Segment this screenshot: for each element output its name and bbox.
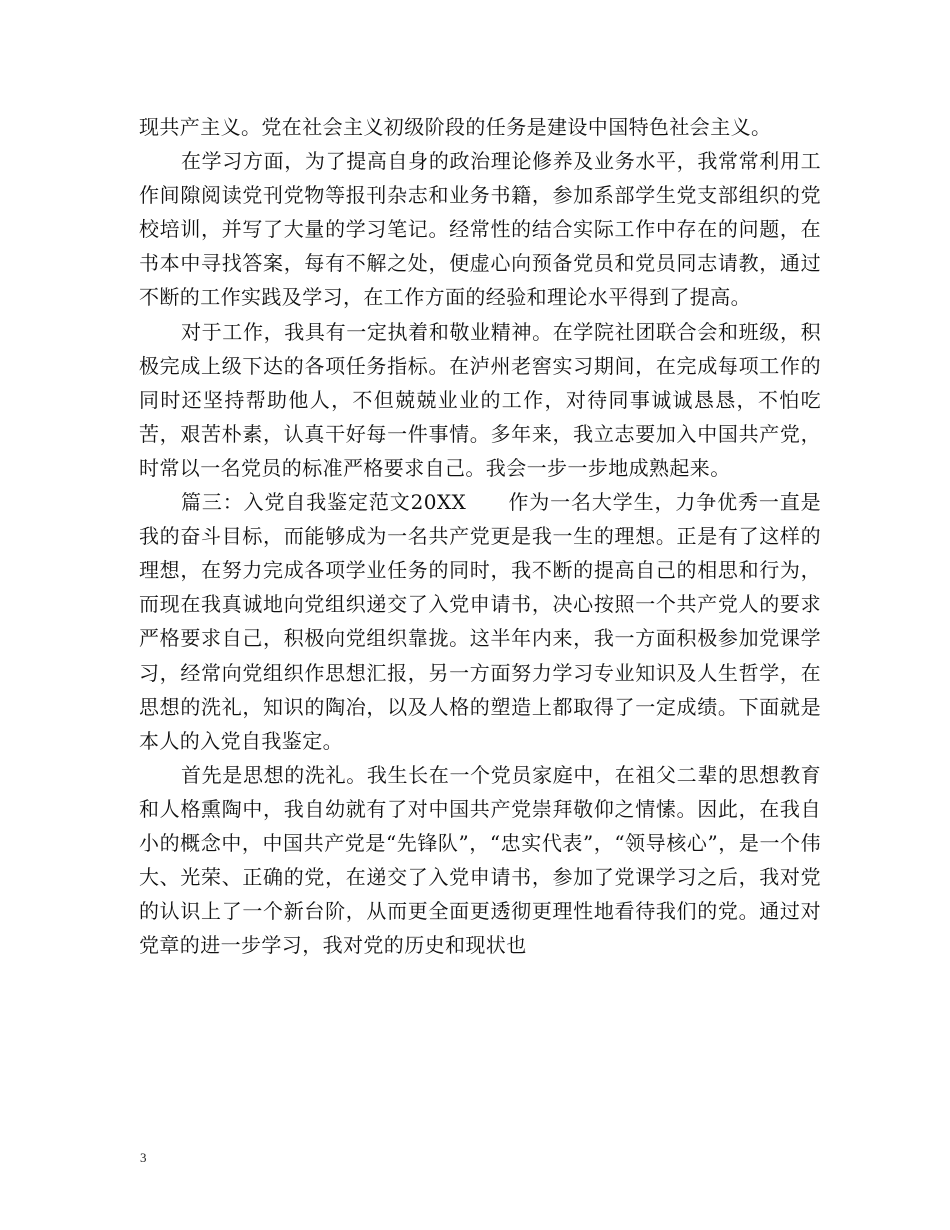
paragraph-5: 首先是思想的洗礼。我生长在一个党员家庭中，在祖父二辈的思想教育和人格熏陶中，我自幼就有了对中国共产党崇拜敬仰之情愫。因此，在我自小的概念中，中国共产党是“先锋队”，“忠实代表”，“领导核心”，是一个伟大、光荣、正确的党，在递交了入党申请书，参加了党课学习之后，我对党的认识上了一个新台阶，从而更全面更透彻更理性地看待我们的党。通过对党章的进一步学习，我对党的历史和现状也 <box>139 762 821 958</box>
paragraph-3: 对于工作，我具有一定执着和敬业精神。在学院社团联合会和班级，积极完成上级下达的各项任务指标。在泸州老窖实习期间，在完成每项工作的同时还坚持帮助他人，不但兢兢业业的工作，对待同事诚诚恳恳，不怕吃苦，艰苦朴素，认真干好每一件事情。多年来，我立志要加入中国共产党，时常以一名党员的标准严格要求自己。我会一步一步地成熟起来。 <box>139 319 821 480</box>
document-body <box>139 110 821 962</box>
paragraph-4: 篇三：入党自我鉴定范文20XX 作为一名大学生，力争优秀一直是我的奋斗目标，而能够成为一名共产党更是我一生的理想。正是有了这样的理想，在努力完成各项学业任务的同时，我不断的提高自己的相思和行为，而现在我真诚地向党组织递交了入党申请书，决心按照一个共产党人的要求严格要求自己，积极向党组织靠拢。这半年内来，我一方面积极参加党课学习，经常向党组织作思想汇报，另一方面努力学习专业知识及人生哲学，在思想的洗礼，知识的陶冶，以及人格的塑造上都取得了一定成绩。下面就是本人的入党自我鉴定。 <box>139 490 821 753</box>
paragraph-1: 现共产主义。党在社会主义初级阶段的任务是建设中国特色社会主义。 <box>139 115 772 139</box>
paragraph-2: 在学习方面，为了提高自身的政治理论修养及业务水平，我常常利用工作间隙阅读党刊党物等报刊杂志和业务书籍，参加系部学生党支部组织的党校培训，并写了大量的学习笔记。经常性的结合实际工作中存在的问题，在书本中寻找答案，每有不解之处，便虚心向预备党员和党员同志请教，通过不断的工作实践及学习，在工作方面的经验和理论水平得到了提高。 <box>139 149 821 310</box>
page-number: 3 <box>140 1150 147 1165</box>
